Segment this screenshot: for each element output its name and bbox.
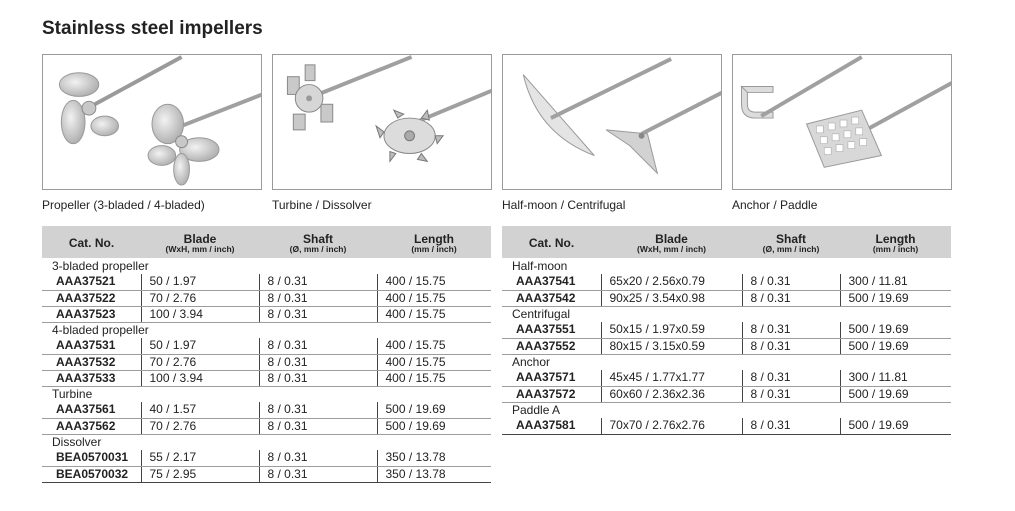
turbine-caption: Turbine / Dissolver xyxy=(272,198,372,212)
shaft-cell: 8 / 0.31 xyxy=(259,402,377,418)
cat-no-header: Cat. No. xyxy=(502,226,601,258)
group-label: Paddle A xyxy=(512,402,561,417)
turbine-photo xyxy=(272,54,492,190)
half-moon-caption: Half-moon / Centrifugal xyxy=(502,198,626,212)
group-label: Turbine xyxy=(52,386,93,401)
length-cell: 400 / 15.75 xyxy=(377,338,491,354)
group-row xyxy=(42,322,491,338)
cat-no-header: Cat. No. xyxy=(42,226,141,258)
group-row xyxy=(42,258,491,274)
table-row xyxy=(42,418,491,434)
shaft-cell: 8 / 0.31 xyxy=(259,338,377,354)
shaft-cell: 8 / 0.31 xyxy=(742,338,840,354)
shaft-cell: 8 / 0.31 xyxy=(742,322,840,338)
table-row xyxy=(502,274,951,290)
blade-cell: 80x15 / 3.15x0.59 xyxy=(601,338,742,354)
shaft-header-unit: (Ø, mm / inch) xyxy=(762,244,820,255)
right-spec-table xyxy=(502,226,951,435)
shaft-cell: 8 / 0.31 xyxy=(742,274,840,290)
cat-no-cell: AAA37523 xyxy=(42,306,141,322)
shaft-cell: 8 / 0.31 xyxy=(742,290,840,306)
table-row xyxy=(42,290,491,306)
cat-no-cell: AAA37541 xyxy=(502,274,601,290)
shaft-header-label: Shaft xyxy=(303,231,333,246)
table-row xyxy=(502,290,951,306)
table-row xyxy=(42,450,491,466)
table-row xyxy=(502,370,951,386)
shaft-cell: 8 / 0.31 xyxy=(259,306,377,322)
length-header-label: Length xyxy=(875,231,916,246)
cat-no-cell: AAA37531 xyxy=(42,338,141,354)
length-cell: 300 / 11.81 xyxy=(840,370,951,386)
length-cell: 400 / 15.75 xyxy=(377,306,491,322)
group-row xyxy=(502,258,951,274)
cat-no-cell: AAA37542 xyxy=(502,290,601,306)
length-cell: 300 / 11.81 xyxy=(840,274,951,290)
cat-no-cell: BEA0570032 xyxy=(42,466,141,482)
cat-no-cell: AAA37562 xyxy=(42,418,141,434)
length-cell: 500 / 19.69 xyxy=(840,386,951,402)
blade-cell: 60x60 / 2.36x2.36 xyxy=(601,386,742,402)
blade-cell: 70x70 / 2.76x2.76 xyxy=(601,418,742,434)
length-header xyxy=(840,226,951,258)
cat-no-cell: AAA37571 xyxy=(502,370,601,386)
length-cell: 500 / 19.69 xyxy=(840,322,951,338)
table-row xyxy=(502,338,951,354)
shaft-cell: 8 / 0.31 xyxy=(742,370,840,386)
shaft-header xyxy=(259,226,377,258)
shaft-header xyxy=(742,226,840,258)
table-row xyxy=(42,402,491,418)
cat-no-cell: AAA37551 xyxy=(502,322,601,338)
table-row xyxy=(42,306,491,322)
shaft-cell: 8 / 0.31 xyxy=(259,354,377,370)
shaft-cell: 8 / 0.31 xyxy=(259,418,377,434)
table-row xyxy=(502,322,951,338)
blade-cell: 65x20 / 2.56x0.79 xyxy=(601,274,742,290)
group-label: 3-bladed propeller xyxy=(52,258,149,273)
blade-cell: 100 / 3.94 xyxy=(141,370,259,386)
shaft-header-label: Shaft xyxy=(776,231,806,246)
group-label: Dissolver xyxy=(52,434,102,449)
length-cell: 500 / 19.69 xyxy=(840,338,951,354)
anchor-photo xyxy=(732,54,952,190)
blade-cell: 90x25 / 3.54x0.98 xyxy=(601,290,742,306)
blade-cell: 50 / 1.97 xyxy=(141,338,259,354)
length-header-label: Length xyxy=(414,231,454,246)
propeller-caption: Propeller (3-bladed / 4-bladed) xyxy=(42,198,205,212)
table-row xyxy=(42,338,491,354)
length-cell: 400 / 15.75 xyxy=(377,290,491,306)
shaft-cell: 8 / 0.31 xyxy=(259,450,377,466)
group-row xyxy=(502,354,951,370)
length-cell: 350 / 13.78 xyxy=(377,450,491,466)
blade-header-label: Blade xyxy=(183,231,217,246)
cat-no-cell: AAA37581 xyxy=(502,418,601,434)
shaft-cell: 8 / 0.31 xyxy=(259,274,377,290)
blade-cell: 40 / 1.57 xyxy=(141,402,259,418)
blade-cell: 50x15 / 1.97x0.59 xyxy=(601,322,742,338)
propeller-photo xyxy=(42,54,262,190)
left-spec-table xyxy=(42,226,491,483)
page-title: Stainless steel impellers xyxy=(42,18,263,39)
length-header-unit: (mm / inch) xyxy=(872,244,919,255)
group-row xyxy=(502,306,951,322)
table-row xyxy=(502,418,951,434)
cat-no-cell: AAA37533 xyxy=(42,370,141,386)
length-cell: 400 / 15.75 xyxy=(377,354,491,370)
blade-cell: 75 / 2.95 xyxy=(141,466,259,482)
blade-cell: 45x45 / 1.77x1.77 xyxy=(601,370,742,386)
length-cell: 500 / 19.69 xyxy=(840,290,951,306)
cat-no-cell: AAA37532 xyxy=(42,354,141,370)
length-cell: 500 / 19.69 xyxy=(377,402,491,418)
length-cell: 350 / 13.78 xyxy=(377,466,491,482)
blade-cell: 55 / 2.17 xyxy=(141,450,259,466)
length-cell: 400 / 15.75 xyxy=(377,274,491,290)
cat-no-cell: AAA37521 xyxy=(42,274,141,290)
table-row xyxy=(42,354,491,370)
blade-header xyxy=(141,226,259,258)
cat-no-cell: AAA37522 xyxy=(42,290,141,306)
table-header-row xyxy=(502,226,951,258)
blade-header-label: Blade xyxy=(655,231,688,246)
group-label: Anchor xyxy=(512,354,551,369)
blade-cell: 50 / 1.97 xyxy=(141,274,259,290)
table-row xyxy=(502,386,951,402)
blade-header-unit: (WxH, mm / inch) xyxy=(165,244,235,255)
blade-cell: 70 / 2.76 xyxy=(141,354,259,370)
table-header-row xyxy=(42,226,491,258)
shaft-cell: 8 / 0.31 xyxy=(259,290,377,306)
length-cell: 500 / 19.69 xyxy=(840,418,951,434)
blade-cell: 70 / 2.76 xyxy=(141,290,259,306)
half-moon-photo xyxy=(502,54,722,190)
cat-no-cell: AAA37561 xyxy=(42,402,141,418)
shaft-cell: 8 / 0.31 xyxy=(742,418,840,434)
blade-header-unit: (WxH, mm / inch) xyxy=(637,244,706,255)
blade-cell: 70 / 2.76 xyxy=(141,418,259,434)
length-header xyxy=(377,226,491,258)
anchor-caption: Anchor / Paddle xyxy=(732,198,818,212)
group-label: Centrifugal xyxy=(512,306,571,321)
length-header-unit: (mm / inch) xyxy=(411,244,457,255)
cat-no-cell: AAA37552 xyxy=(502,338,601,354)
length-cell: 400 / 15.75 xyxy=(377,370,491,386)
shaft-cell: 8 / 0.31 xyxy=(742,386,840,402)
group-row xyxy=(502,402,951,418)
table-row xyxy=(42,466,491,482)
group-label: 4-bladed propeller xyxy=(52,322,149,337)
table-row xyxy=(42,370,491,386)
cat-no-cell: BEA0570031 xyxy=(42,450,141,466)
shaft-header-unit: (Ø, mm / inch) xyxy=(289,244,347,255)
shaft-cell: 8 / 0.31 xyxy=(259,370,377,386)
group-label: Half-moon xyxy=(512,258,568,273)
group-row xyxy=(42,434,491,450)
blade-header xyxy=(601,226,742,258)
table-row xyxy=(42,274,491,290)
length-cell: 500 / 19.69 xyxy=(377,418,491,434)
group-row xyxy=(42,386,491,402)
blade-cell: 100 / 3.94 xyxy=(141,306,259,322)
shaft-cell: 8 / 0.31 xyxy=(259,466,377,482)
cat-no-cell: AAA37572 xyxy=(502,386,601,402)
